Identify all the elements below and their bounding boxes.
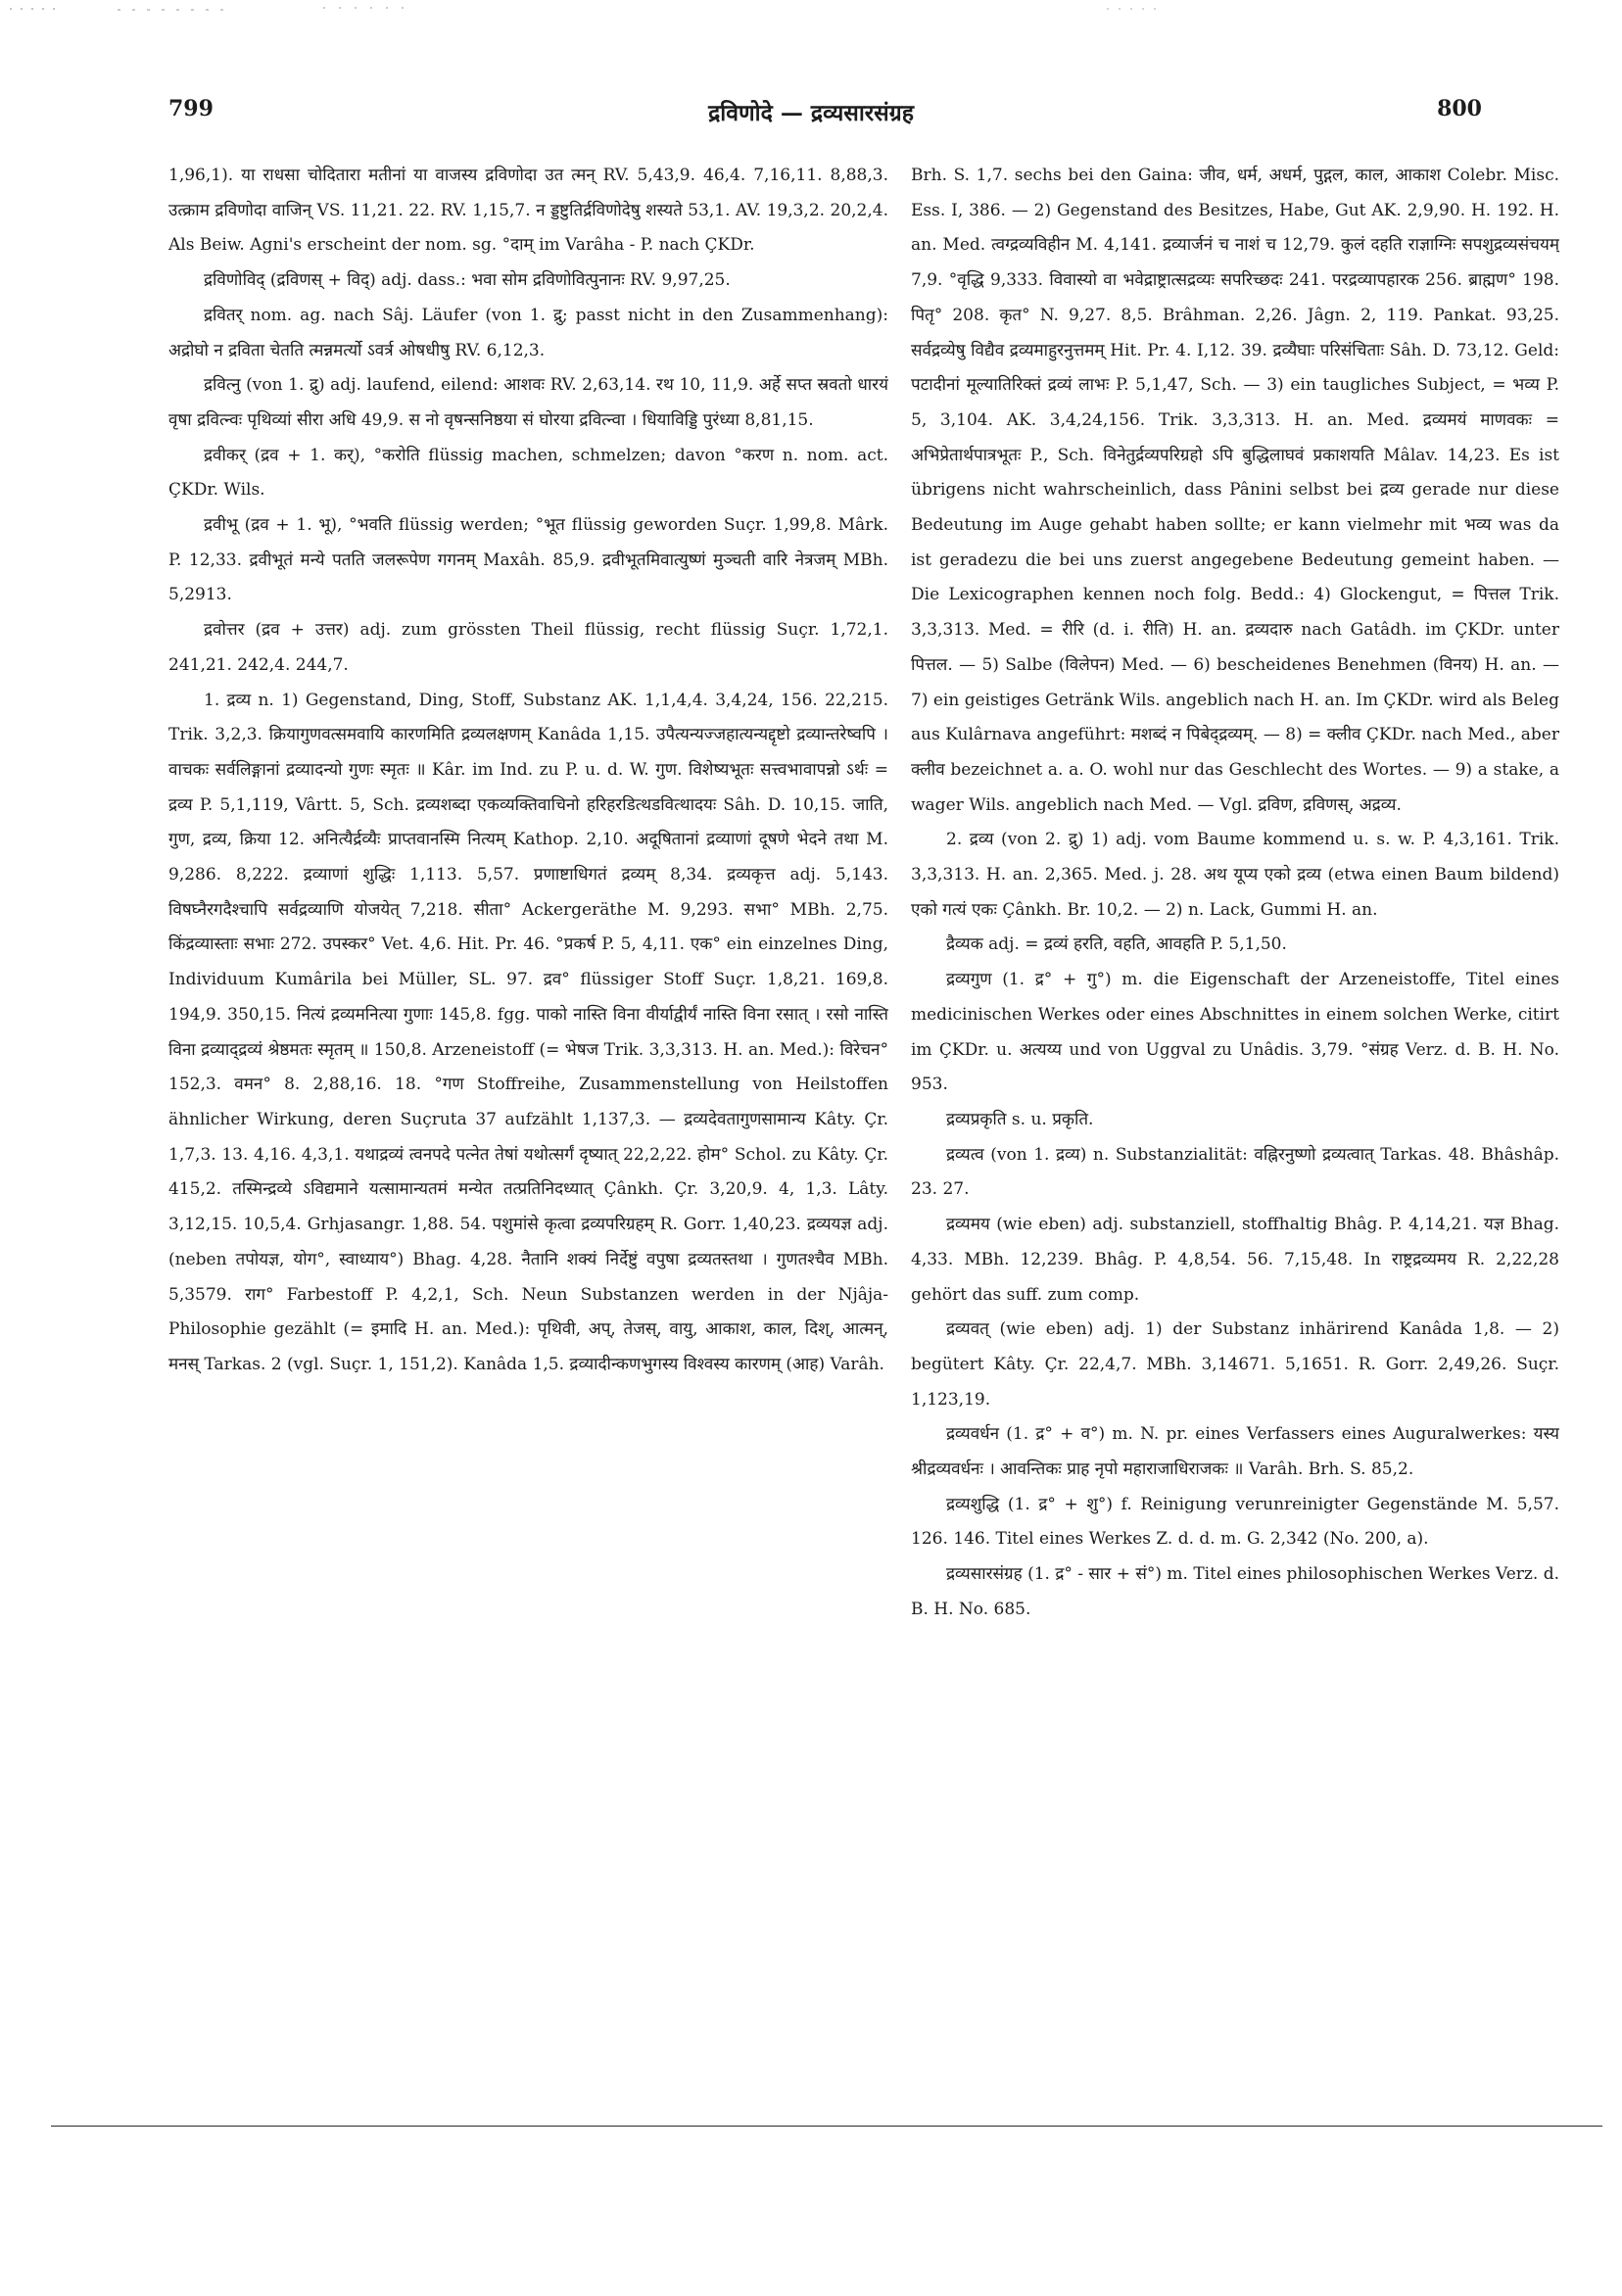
entry-dravitnu: द्रवित्नु (von 1. द्रु) adj. laufend, eilend: आशवः RV. 2,63,14. रथ 10, 11,9. अर्हे सप्त स्रवतो धारयं वृषा द्रवित्न्वः पृथिव्यां सीरा अधि 49,9. स नो वृषन्सनिष्ठया सं घोरया द्रवित्न्वा । धियाविड्डि पुरंध्या 8,81,15. [168, 375, 888, 430]
entry-dravyavardhana: द्रव्यवर्धन (1. द्र° + व°) m. N. pr. eines Verfassers eines Auguralwerkes: यस्य श्रीद्रव्यवर्धनः । आवन्तिकः प्राह नृपो महाराजाधिराजकः ॥ Varâh. Brh. S. 85,2. [911, 1424, 1559, 1480]
bottom-rule [51, 2126, 1602, 2127]
entry-dravya-1: 1. द्रव्य n. 1) Gegenstand, Ding, Stoff, Substanz AK. 1,1,4,4. 3,4,24, 156. 22,215. Trik. 3,2,3. क्रियागुणवत्समवायि कारणमिति द्रव्यलक्षणम् Kanâda 1,15. उपैत्यन्यज्जहात्यन्यद्दृष्टो द्रव्यान्तरेष्वपि । वाचकः सर्वलिङ्गानां द्रव्यादन्यो गुणः स्मृतः ॥ Kâr. im Ind. zu P. u. d. W. गुण. विशेष्यभूतः सत्त्वभावापन्नो ऽर्थः = द्रव्य P. 5,1,119, Vârtt. 5, Sch. द्रव्यशब्दा एकव्यक्तिवाचिनो हरिहरडित्थडवित्थादयः Sâh. D. 10,15. जाति, गुण, द्रव्य, क्रिया 12. अनित्यैर्द्रव्यैः प्राप्तवानस्मि नित्यम् Kathop. 2,10. अदूषितानां द्रव्याणां दूषणे भेदने तथा M. 9,286. 8,222. द्रव्याणां शुद्धिः 1,113. 5,57. प्रणाष्टाधिगतं द्रव्यम् 8,34. द्रव्यकृत्त adj. 5,143. विषघ्नैरगदैश्चापि सर्वद्रव्याणि योजयेत् 7,218. सीता° Ackergeräthe M. 9,293. सभा° MBh. 2,75. किंद्रव्यास्ताः सभाः 272. उपस्कर° Vet. 4,6. Hit. Pr. 46. °प्रकर्ष P. 5, 4,11. एक° ein einzelnes Ding, Individuum Kumârila bei Müller, SL. 97. द्रव° flüssiger Stoff Suçr. 1,8,21. 169,8. 194,9. 350,15. नित्यं द्रव्यमनित्या गुणाः 145,8. fgg. पाको नास्ति विना वीर्याद्वीर्यं नास्ति विना रसात् । रसो नास्ति विना द्रव्याद्द्रव्यं श्रेष्ठमतः स्मृतम् ॥ 150,8. Arzeneistoff (= भेषज Trik. 3,3,313. H. an. Med.): विरेचन° 152,3. वमन° 8. 2,88,16. 18. °गण Stoffreihe, Zusammenstellung von Heilstoffen ähnlicher Wirkung, deren Suçruta 37 aufzählt 1,137,3. — द्रव्यदेवतागुणसामान्य Kâty. Çr. 1,7,3. 13. 4,16. 4,3,1. यथाद्रव्यं त्वनपदे पत्नेत तेषां यथोत्सर्गं दृष्यात् 22,2,22. होम° Schol. zu Kâty. Çr. 415,2. तस्मिन्द्रव्ये ऽविद्यमाने यत्सामान्यतमं मन्येत तत्प्रतिनिदध्यात् Çânkh. Çr. 3,20,9. 4, 1,3. Lâty. 3,12,15. 10,5,4. Grhjasangr. 1,88. 54. पशुमांसे कृत्वा द्रव्यपरिग्रहम् R. Gorr. 1,40,23. द्रव्ययज्ञ adj. (neben तपोयज्ञ, योग°, स्वाध्याय°) Bhag. 4,28. नैतानि शक्यं निर्देष्टुं वपुषा द्रव्यतस्तथा । गुणतश्चैव MBh. 5,3579. राग° Farbestoff P. 4,2,1, Sch. Neun Substanzen werden in der Njâja-Philosophie gezählt (= इमादि H. an. Med.): पृथिवी, अप्, तेजस्, वायु, आकाश, काल, दिश्, आत्मन्, मनस् Tarkas. 2 (vgl. Suçr. 1, 151,2). Kanâda 1,5. द्रव्यादीन्कणभुगस्य विश्वस्य कारणम् (आह) Varâh. [168, 690, 888, 1374]
entry-draivyaka: द्रैव्यक adj. = द्रव्यं हरति, वहति, आवहति P. 5,1,50. [946, 934, 1287, 955]
entry-dravitar: द्रवितर् nom. ag. nach Sâj. Läufer (von 1. द्रु; passt nicht in den Zusammenhang): अद्रोघो न द्रविता चेतति त्मन्नमर्त्यो ऽवर्त्र ओषधीषु RV. 6,12,3. [168, 305, 888, 360]
entry-dravyamaya: द्रव्यमय (wie eben) adj. substanziell, stoffhaltig Bhâg. P. 4,14,21. यज्ञ Bhag. 4,33. MBh. 12,239. Bhâg. P. 4,8,54. 56. 7,15,48. In राष्ट्रद्रव्यमय R. 2,22,28 gehört das suff. zum comp. [911, 1215, 1559, 1305]
entry-dravyasarasangraha: द्रव्यसारसंग्रह (1. द्र° - सार + सं°) m. Titel eines philosophischen Werkes Verz. d. B. H. No. 685. [911, 1564, 1559, 1619]
entry-dravibhu: द्रवीभू (द्रव + 1. भू), °भवति flüssig werden; °भूत flüssig geworden Suçr. 1,99,8. Mârk. P. 12,33. द्रवीभूतं मन्ये पतति जलरूपेण गगनम् Maxâh. 85,9. द्रवीभूतमिवात्युष्णं मुञ्चती वारि नेत्रजम् MBh. 5,2913. [168, 515, 888, 605]
entry-dravyaprakriti: द्रव्यप्रकृति s. u. प्रकृति. [946, 1109, 1094, 1129]
entry-dravyashuddhi: द्रव्यशुद्धि (1. द्र° + शु°) f. Reinigung verunreinigter Gegenstände M. 5,57. 126. 146. Titel eines Werkes Z. d. d. m. G. 2,342 (No. 200, a). [911, 1494, 1559, 1550]
left-column [168, 159, 888, 1941]
running-head: द्रविणोदे — द्रव्यसारसंग्रह [708, 100, 914, 126]
entry-dravottara: द्रवोत्तर (द्रव + उत्तर) adj. zum grössten Theil flüssig, recht flüssig Suçr. 1,72,1. 241,21. 242,4. 244,7. [168, 620, 888, 675]
entry-dravyavat: द्रव्यवत् (wie eben) adj. 1) der Substanz inhärirend Kanâda 1,8. — 2) begütert Kâty. Çr. 22,4,7. MBh. 3,14671. 5,1651. R. Gorr. 2,49,26. Suçr. 1,123,19. [911, 1319, 1559, 1410]
entry-dravya-2: 2. द्रव्य (von 2. द्रु) 1) adj. vom Baume kommend u. s. w. P. 4,3,161. Trik. 3,3,313. H. an. 2,365. Med. j. 28. अथ यूप्य एको द्रव्य (etwa einen Baum bildend) एको गत्यं एकः Çânkh. Br. 10,2. — 2) n. Lack, Gummi H. an. [911, 830, 1559, 920]
entry-dravinovid: द्रविणोविद् (द्रविणस् + विद्) adj. dass.: भवा सोम द्रविणोवित्पुनानः RV. 9,97,25. [204, 270, 731, 291]
page-number-left: 799 [168, 96, 214, 121]
entry-dravya-1-continued: Brh. S. 1,7. sechs bei den Gaina: जीव, धर्म, अधर्म, पुद्गल, काल, आकाश Colebr. Misc. Ess. I, 386. — 2) Gegenstand des Besitzes, Habe, Gut AK. 2,9,90. H. 192. H. an. Med. त्वग्द्रव्यविहीन M. 4,141. द्रव्यार्जनं च नाशं च 12,79. कुलं दहति राज्ञाग्निः सपशुद्रव्यसंचयम् 7,9. °वृद्धि 9,333. विवास्यो वा भवेद्राष्ट्रात्सद्रव्यः सपरिच्छदः 241. परद्रव्यापहारक 256. ब्राह्मण° 198. पितृ° 208. कृत° N. 9,27. 8,5. Brâhman. 2,26. Jâgn. 2, 119. Pankat. 93,25. सर्वद्रव्येषु विद्यैव द्रव्यमाहुरनुत्तमम् Hit. Pr. 4. I,12. 39. द्रव्यैघाः परिसंचिताः Sâh. D. 73,12. Geld: पटादीनां मूल्यातिरिक्तं द्रव्यं लाभः P. 5,1,47, Sch. — 3) ein taugliches Subject, = भव्य P. 5, 3,104. AK. 3,4,24,156. Trik. 3,3,313. H. an. Med. द्रव्यमयं माणवकः = अभिप्रेतार्थपात्रभूतः P., Sch. विनेतुर्द्रव्यपरिग्रहो ऽपि बुद्धिलाघवं प्रकाशयति Mâlav. 14,23. Es ist übrigens nicht wahrscheinlich, dass Pânini selbst bei द्रव्य gerade nur diese Bedeutung im Auge gehabt haben sollte; er kann vielmehr mit भव्य was da ist geradezu die bei uns zuerst angegebene Bedeutung gemeint haben. — Die Lexicographen kennen noch folg. Bedd.: 4) Glockengut, = पित्तल Trik. 3,3,313. Med. = रीरि (d. i. रीति) H. an. द्रव्यदारु nach Gatâdh. im ÇKDr. unter पित्तल. — 5) Salbe (विलेपन) Med. — 6) bescheidenes Benehmen (विनय) H. an. — 7) ein geistiges Getränk Wils. angeblich nach H. an. Im ÇKDr. wird als Beleg aus Kulârnava angeführt: मशब्दं न पिबेद्द्रव्यम्. — 8) = क्लीव ÇKDr. nach Med., aber क्लीव bezeichnet a. a. O. wohl nur das Geschlecht des Wortes. — 9) a stake, a wager Wils. angeblich nach Med. — Vgl. द्रविण, द्रविणस्, अद्रव्य. [911, 166, 1559, 815]
right-column [911, 159, 1559, 1941]
entry-dravyatva: द्रव्यत्व (von 1. द्रव्य) n. Substanzialität: वह्निरनुष्णो द्रव्यत्वात् Tarkas. 48. Bhâshâp. 23. 27. [911, 1144, 1559, 1200]
entry-dravyaguna: द्रव्यगुण (1. द्र° + गु°) m. die Eigenschaft der Arzeneistoffe, Titel eines medicinischen Werkes oder eines Abschnittes in einem solchen Werke, citirt im ÇKDr. u. अत्यय्य und von Uggval zu Unâdis. 3,79. °संग्रह Verz. d. B. H. No. 953. [911, 970, 1559, 1095]
page-number-right: 800 [1437, 96, 1482, 121]
scan-edge-speckle [0, 4, 1622, 16]
entry-continuation-dravinoda: 1,96,1). या राधसा चोदितारा मतीनां या वाजस्य द्रविणोदा उत त्मन् RV. 5,43,9. 46,4. 7,16,11. 8,88,3. उत्क्राम द्रविणोदा वाजिन् VS. 11,21. 22. RV. 1,15,7. न ड्डष्टुतिर्द्रविणोदेषु शस्यते 53,1. AV. 19,3,2. 20,2,4. Als Beiw. Agni's erscheint der nom. sg. °दाम् im Varâha - P. nach ÇKDr. [168, 166, 888, 256]
entry-dravikar: द्रवीकर् (द्रव + 1. कर्), °करोति flüssig machen, schmelzen; davon °करण n. nom. act. ÇKDr. Wils. [168, 445, 888, 501]
